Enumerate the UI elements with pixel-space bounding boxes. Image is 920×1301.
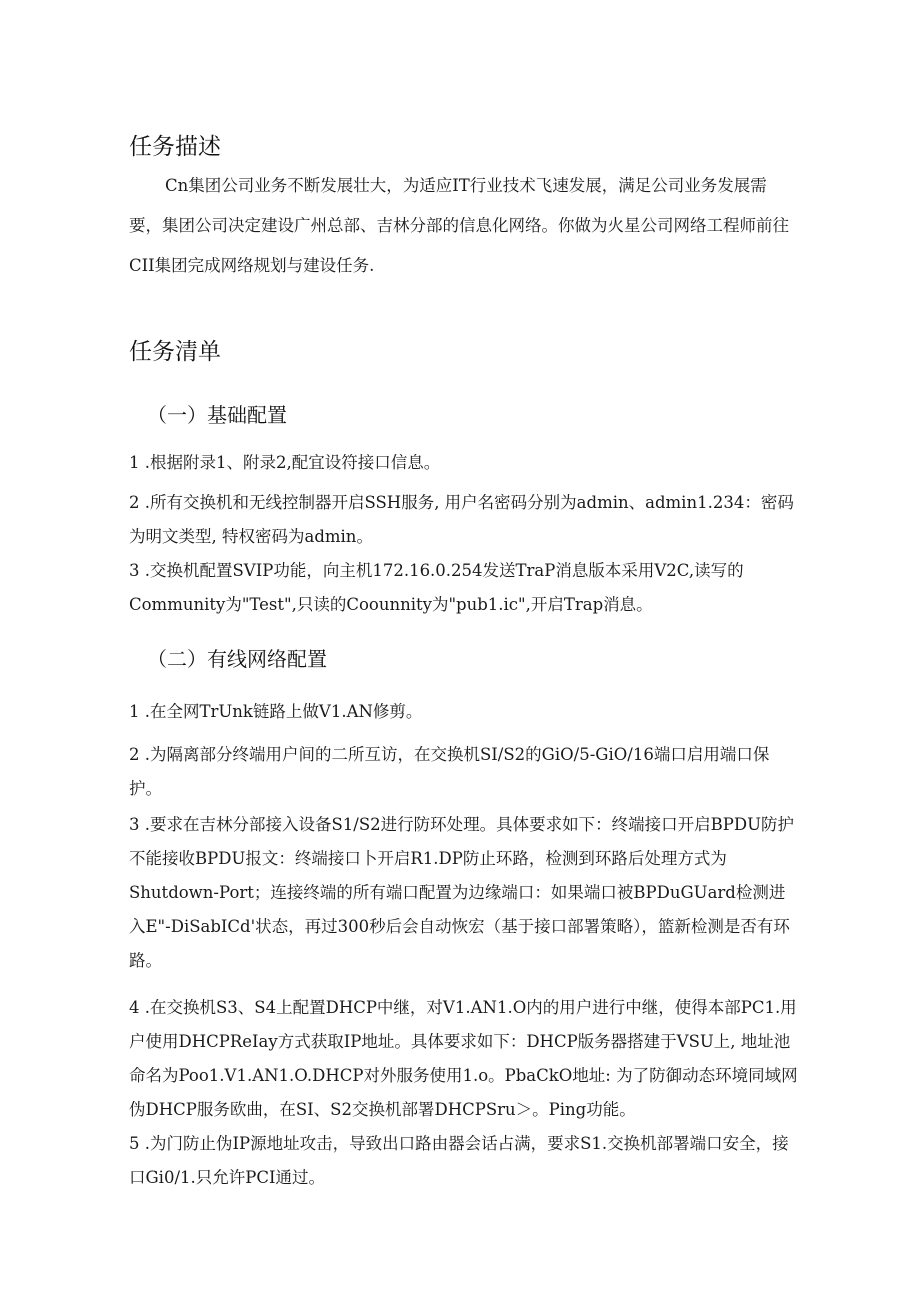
basic-config-item-2: 2 .所有交换机和无线控制器开启SSH服务, 用户名密码分别为admin、admin1.234：密码为明文类型, 特权密码为admin。 [129, 493, 794, 546]
section-title-basic-config: （一）基础配置 [147, 403, 287, 427]
task-description-body: Cn集团公司业务不断发展壮大，为适应IT行业技术飞速发展，满足公司业务发展需要，集团公司决定建设广州总部、吉林分部的信息化网络。你做为火星公司网络工程师前往CII集团完成网络规划与建设任务. [129, 176, 789, 275]
section-title-task-list: 任务清单 [129, 339, 221, 365]
wired-config-item-1: 1 .在全网TrUnk链路上做V1.AN修剪。 [129, 702, 423, 721]
basic-config-item-3: 3 .交换机配置SVIP功能，向主机172.16.0.254发送TraP消息版本采用V2C,读写的Community为"Test",只读的Coounnity为"pub1.ic",开启Trap消息。 [129, 561, 744, 614]
wired-config-item-3: 3 .要求在吉林分部接入设备S1/S2进行防环处理。具体要求如下：终端接口开启BPDU防护不能接收BPDU报文：终端接口卜开启R1.DP防止环路，检测到环路后处理方式为Shutdown-Port；连接终端的所有端口配置为边缘端口：如果端口被BPDuGUard检测进入E"-DiSabICd'状态，再过300秒后会自动恢宏（基于接口部署策略），篮新检测是否有环路。 [129, 815, 795, 970]
wired-config-item-2: 2 .为隔离部分终端用户间的二所互访，在交换机SI/S2的GiO/5-GiO/16端口启用端口保护。 [129, 745, 770, 798]
basic-config-item-1: 1 .根据附录1、附录2,配宜设符接口信息。 [129, 453, 441, 472]
wired-config-item-4: 4 .在交换机S3、S4上配置DHCP中继，对V1.AN1.O内的用户进行中继，使得本部PC1.用户使用DHCPReIay方式获取IP地址。具体要求如下：DHCP版务器搭建于VSU上, 地址池命名为Poo1.V1.AN1.O.DHCP对外服务使用1.o。PbaCkO地址: 为了防御动态环境同域网伪DHCP服务欧曲，在SI、S2交换机部署DHCPSru＞。Ping功能。 [129, 998, 798, 1119]
section-title-task-description: 任务描述 [129, 134, 221, 160]
wired-config-item-5: 5 .为门防止伪IP源地址攻击，导致出口路由器会话占满，要求S1.交换机部署端口安全，接口Gi0/1.只允许PCI通过。 [129, 1134, 789, 1187]
section-title-wired-config: （二）有线网络配置 [147, 647, 327, 671]
